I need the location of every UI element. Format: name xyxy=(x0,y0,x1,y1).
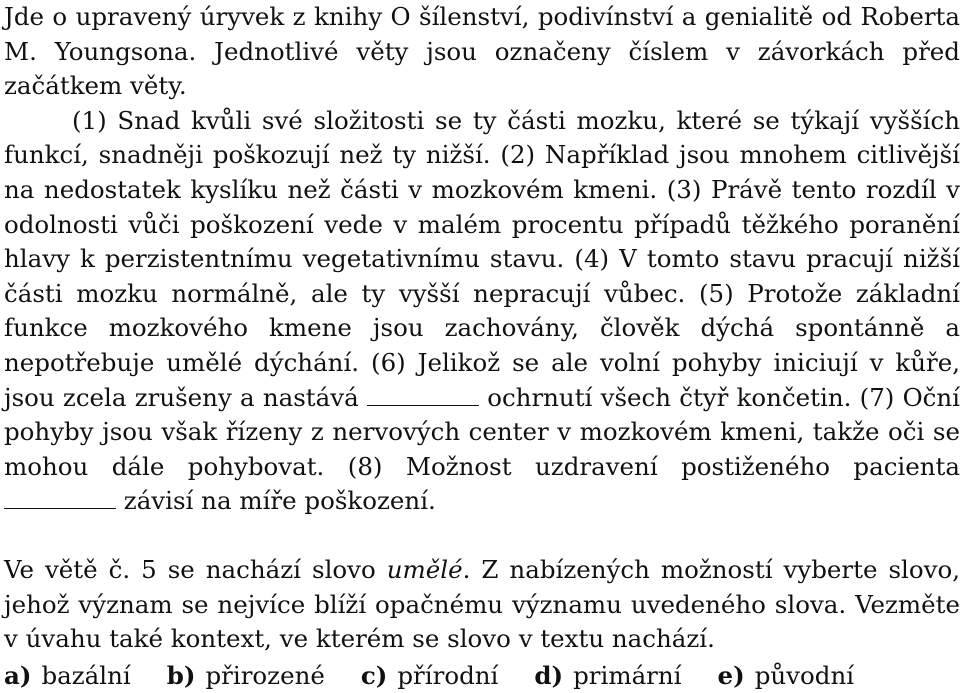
option-text: primární xyxy=(573,660,682,690)
blank-2 xyxy=(4,486,116,509)
passage-segment-3: závisí na míře poškození. xyxy=(123,486,436,516)
option-letter: d) xyxy=(534,660,564,690)
option-text: přírodní xyxy=(397,660,499,690)
question-after: . Z nabízených možností vyberte slovo, jehož význam se nejvíce blíží opačnému významu uvedeného slova. Vezměte v úvahu také kontext, ve kterém se slovo v textu nachází. xyxy=(4,554,960,654)
blank-1 xyxy=(367,383,479,406)
passage-segment-1: (1) Snad kvůli své složitosti se ty části mozku, které se týkají vyšších funkcí, snadněji poškozují než ty nižší. (2) Například jsou mnohem citlivější na nedostatek kyslíku než části v mozkovém kmeni. (3) Právě tento rozdíl v odolnosti vůči poškození vede v malém procentu případů těžkého poranění hlavy k perzistentnímu vegetativnímu stavu. (4) V tomto stavu pracují nižší části mozku normálně, ale ty vyšší nepracují vůbec. (5) Protože základní funkce mozkového kmene jsou zachovány, člověk dýchá spontánně a nepotřebuje umělé dýchání. (6) Jelikož se ale volní pohyby iniciují v kůře, jsou zcela zrušeny a nastává xyxy=(4,105,960,412)
answer-options xyxy=(4,659,960,693)
option-d[interactable] xyxy=(534,659,681,693)
option-c[interactable] xyxy=(361,659,499,693)
option-letter: b) xyxy=(166,660,196,690)
document-page xyxy=(4,0,960,693)
option-a[interactable] xyxy=(4,659,131,693)
option-letter: c) xyxy=(360,660,388,690)
passage-paragraph xyxy=(4,104,960,519)
passage-segment-2: ochrnutí všech čtyř končetin. (7) Oční pohyby jsou však řízeny z nervových center v mozkovém kmeni, takže oči se mohou dále pohybovat. (8) Možnost uzdravení postiženého pacienta xyxy=(4,382,960,481)
option-b[interactable] xyxy=(167,659,325,693)
option-text: původní xyxy=(754,660,855,690)
intro-text: Jde o upravený úryvek z knihy O šílenství, podivínství a genialitě od Roberta M. Youngsona. Jednotlivé věty jsou označeny číslem v závorkách před začátkem věty. xyxy=(4,2,960,101)
option-text: přirozené xyxy=(205,660,325,690)
option-e[interactable] xyxy=(718,659,855,693)
question-before: Ve větě č. 5 se nachází slovo xyxy=(4,554,376,584)
option-text: bazální xyxy=(41,660,131,690)
option-letter: e) xyxy=(717,660,745,690)
question-text xyxy=(4,553,960,657)
question-word: umělé xyxy=(386,554,463,584)
option-letter: a) xyxy=(4,660,32,690)
